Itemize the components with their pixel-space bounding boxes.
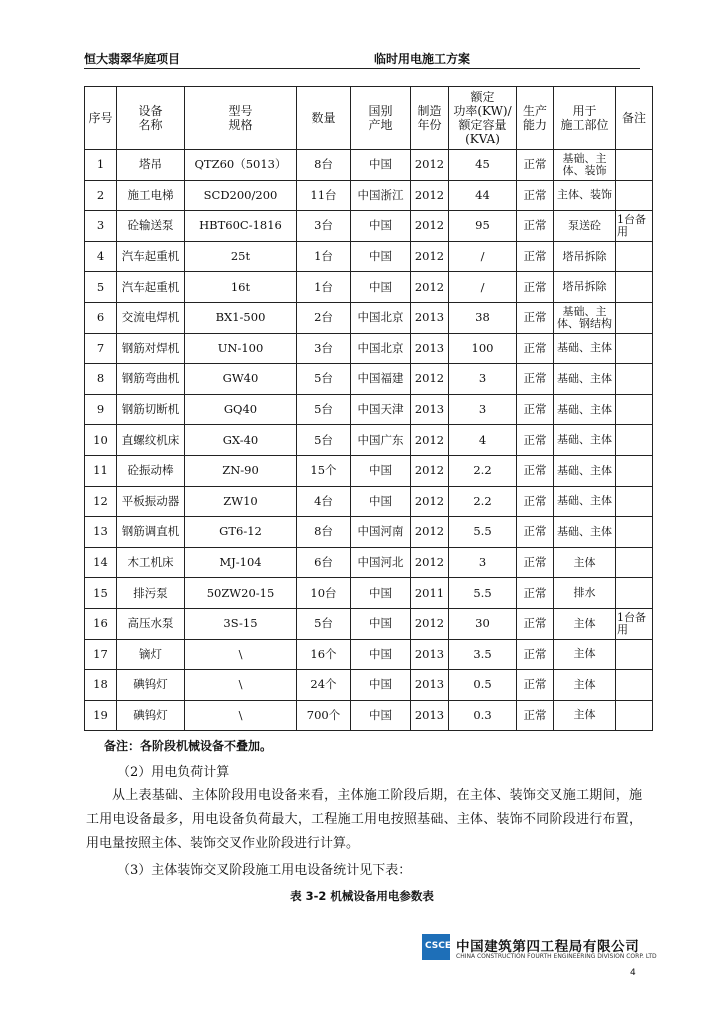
cell-remark [616, 517, 653, 548]
cell-model: 25t [185, 241, 297, 272]
table-row [85, 394, 653, 425]
cell-no: 2 [85, 180, 117, 211]
cell-name: 钢筋调直机 [117, 517, 185, 548]
cell-year: 2011 [411, 578, 449, 609]
cell-year: 2012 [411, 364, 449, 395]
cell-qty: 5台 [297, 608, 351, 639]
cell-year: 2012 [411, 608, 449, 639]
cell-power: / [449, 272, 517, 303]
cell-use: 基础、主体 [554, 333, 616, 364]
cell-origin: 中国 [351, 670, 411, 701]
cell-qty: 15个 [297, 455, 351, 486]
table-row [85, 547, 653, 578]
cell-cap: 正常 [517, 211, 554, 242]
table-row [85, 211, 653, 242]
cell-remark: 1台备用 [616, 211, 653, 242]
cell-cap: 正常 [517, 364, 554, 395]
cell-year: 2012 [411, 211, 449, 242]
cell-remark [616, 302, 653, 333]
cell-qty: 1台 [297, 272, 351, 303]
cell-origin: 中国 [351, 486, 411, 517]
header-capacity: 生产 能力 [517, 87, 554, 150]
cell-name: 施工电梯 [117, 180, 185, 211]
cell-use: 基础、主体 [554, 517, 616, 548]
cell-model: 16t [185, 272, 297, 303]
header-name: 设备 名称 [117, 87, 185, 150]
cell-name: 砼振动棒 [117, 455, 185, 486]
cell-use: 基础、主体 [554, 364, 616, 395]
cell-power: 5.5 [449, 517, 517, 548]
cell-qty: 2台 [297, 302, 351, 333]
cell-model: GW40 [185, 364, 297, 395]
cell-power: 100 [449, 333, 517, 364]
cell-cap: 正常 [517, 333, 554, 364]
cell-power: 2.2 [449, 455, 517, 486]
cell-year: 2012 [411, 547, 449, 578]
cell-origin: 中国河南 [351, 517, 411, 548]
header-no: 序号 [85, 87, 117, 150]
cell-name: 塔吊 [117, 150, 185, 181]
table-note: 备注：各阶段机械设备不叠加。 [104, 739, 273, 753]
cell-power: 3.5 [449, 639, 517, 670]
cell-no: 8 [85, 364, 117, 395]
cell-power: 38 [449, 302, 517, 333]
cell-origin: 中国福建 [351, 364, 411, 395]
cell-use: 基础、主体 [554, 425, 616, 456]
cell-remark [616, 150, 653, 181]
cell-use: 主体 [554, 670, 616, 701]
cell-qty: 24个 [297, 670, 351, 701]
table-row [85, 302, 653, 333]
cell-remark [616, 455, 653, 486]
cell-cap: 正常 [517, 302, 554, 333]
cell-qty: 5台 [297, 425, 351, 456]
cell-name: 碘钨灯 [117, 670, 185, 701]
cell-no: 11 [85, 455, 117, 486]
cell-origin: 中国 [351, 272, 411, 303]
cell-remark [616, 364, 653, 395]
cell-origin: 中国 [351, 639, 411, 670]
cell-origin: 中国 [351, 241, 411, 272]
cell-qty: 3台 [297, 211, 351, 242]
cell-qty: 16个 [297, 639, 351, 670]
cell-year: 2012 [411, 241, 449, 272]
cell-no: 14 [85, 547, 117, 578]
table-row [85, 150, 653, 181]
body-paragraph: 从上表基础、主体阶段用电设备来看，主体施工阶段后期，在主体、装饰交叉施工期间，施工用电设备最多，用电设备负荷最大，工程施工用电按照基础、主体、装饰不同阶段进行布置，用电量按照主体、装饰交叉作业阶段进行计算。 [86, 788, 642, 851]
header-remark: 备注 [616, 87, 653, 150]
cell-origin: 中国 [351, 700, 411, 731]
cell-name: 钢筋弯曲机 [117, 364, 185, 395]
table-row [85, 241, 653, 272]
cell-no: 6 [85, 302, 117, 333]
cell-no: 12 [85, 486, 117, 517]
cell-year: 2012 [411, 517, 449, 548]
cell-qty: 8台 [297, 517, 351, 548]
cell-no: 4 [85, 241, 117, 272]
cell-power: 30 [449, 608, 517, 639]
cell-origin: 中国 [351, 578, 411, 609]
cell-no: 16 [85, 608, 117, 639]
cell-power: 0.5 [449, 670, 517, 701]
cell-cap: 正常 [517, 486, 554, 517]
cell-cap: 正常 [517, 670, 554, 701]
cell-no: 9 [85, 394, 117, 425]
cell-cap: 正常 [517, 180, 554, 211]
header-qty: 数量 [297, 87, 351, 150]
cell-use: 基础、主体 [554, 394, 616, 425]
cell-model: \ [185, 639, 297, 670]
cell-use: 基础、主体 [554, 486, 616, 517]
cell-model: ZW10 [185, 486, 297, 517]
cell-year: 2012 [411, 486, 449, 517]
cell-power: 4 [449, 425, 517, 456]
cell-name: 直螺纹机床 [117, 425, 185, 456]
company-name-english: CHINA CONSTRUCTION FOURTH ENGINEERING DIVISION CORP. LTD [456, 953, 657, 960]
table-row [85, 700, 653, 731]
cell-power: 45 [449, 150, 517, 181]
header-model: 型号 规格 [185, 87, 297, 150]
cell-year: 2012 [411, 455, 449, 486]
cell-name: 排污泵 [117, 578, 185, 609]
table-caption: 表 3-2 机械设备用电参数表 [290, 889, 434, 903]
cell-power: 3 [449, 394, 517, 425]
cell-qty: 5台 [297, 394, 351, 425]
cell-origin: 中国 [351, 455, 411, 486]
cell-no: 7 [85, 333, 117, 364]
cell-origin: 中国河北 [351, 547, 411, 578]
cell-name: 交流电焊机 [117, 302, 185, 333]
cell-model: \ [185, 700, 297, 731]
cell-origin: 中国浙江 [351, 180, 411, 211]
cell-name: 碘钨灯 [117, 700, 185, 731]
cell-year: 2013 [411, 394, 449, 425]
cell-use: 塔吊拆除 [554, 241, 616, 272]
cell-year: 2012 [411, 150, 449, 181]
cell-origin: 中国 [351, 608, 411, 639]
cell-qty: 700个 [297, 700, 351, 731]
table-row [85, 333, 653, 364]
cell-use: 基础、主体、装饰 [554, 150, 616, 181]
cell-year: 2013 [411, 670, 449, 701]
cell-remark: 1台备用 [616, 608, 653, 639]
cell-cap: 正常 [517, 272, 554, 303]
cell-origin: 中国 [351, 211, 411, 242]
cell-name: 平板振动器 [117, 486, 185, 517]
cell-cap: 正常 [517, 547, 554, 578]
cell-use: 主体 [554, 700, 616, 731]
cell-year: 2013 [411, 302, 449, 333]
cell-no: 15 [85, 578, 117, 609]
cell-model: 50ZW20-15 [185, 578, 297, 609]
cell-name: 钢筋切断机 [117, 394, 185, 425]
cell-cap: 正常 [517, 241, 554, 272]
page-number: 4 [630, 968, 636, 978]
cell-model: 3S-15 [185, 608, 297, 639]
cell-model: \ [185, 670, 297, 701]
table-header-row [85, 87, 653, 150]
cell-power: 44 [449, 180, 517, 211]
cell-use: 主体 [554, 608, 616, 639]
cell-origin: 中国广东 [351, 425, 411, 456]
cell-cap: 正常 [517, 578, 554, 609]
company-logo: CSCEC [422, 934, 450, 960]
cell-origin: 中国天津 [351, 394, 411, 425]
cell-remark [616, 241, 653, 272]
cell-qty: 6台 [297, 547, 351, 578]
cell-model: SCD200/200 [185, 180, 297, 211]
cell-qty: 5台 [297, 364, 351, 395]
cell-use: 主体 [554, 639, 616, 670]
cell-cap: 正常 [517, 639, 554, 670]
cell-cap: 正常 [517, 394, 554, 425]
cell-remark [616, 394, 653, 425]
cell-name: 钢筋对焊机 [117, 333, 185, 364]
cell-cap: 正常 [517, 700, 554, 731]
cell-year: 2012 [411, 425, 449, 456]
cell-remark [616, 670, 653, 701]
cell-no: 13 [85, 517, 117, 548]
table-row [85, 455, 653, 486]
cell-model: BX1-500 [185, 302, 297, 333]
cell-model: UN-100 [185, 333, 297, 364]
cell-power: / [449, 241, 517, 272]
header-divider [84, 68, 640, 69]
cell-no: 17 [85, 639, 117, 670]
cell-year: 2013 [411, 700, 449, 731]
cell-model: MJ-104 [185, 547, 297, 578]
cell-year: 2013 [411, 333, 449, 364]
cell-power: 3 [449, 364, 517, 395]
cell-power: 95 [449, 211, 517, 242]
cell-cap: 正常 [517, 608, 554, 639]
cell-qty: 10台 [297, 578, 351, 609]
cell-power: 0.3 [449, 700, 517, 731]
cell-name: 汽车起重机 [117, 241, 185, 272]
cell-name: 木工机床 [117, 547, 185, 578]
cell-power: 5.5 [449, 578, 517, 609]
cell-use: 泵送砼 [554, 211, 616, 242]
cell-model: ZN-90 [185, 455, 297, 486]
cell-use: 主体、装饰 [554, 180, 616, 211]
cell-use: 主体 [554, 547, 616, 578]
table-row [85, 517, 653, 548]
cell-remark [616, 333, 653, 364]
cell-name: 镝灯 [117, 639, 185, 670]
cell-remark [616, 486, 653, 517]
cell-remark [616, 700, 653, 731]
equipment-table [84, 86, 653, 731]
cell-no: 1 [85, 150, 117, 181]
table-row [85, 364, 653, 395]
table-row [85, 639, 653, 670]
cell-power: 2.2 [449, 486, 517, 517]
project-name: 恒大翡翠华庭项目 [84, 52, 181, 66]
cell-cap: 正常 [517, 150, 554, 181]
cell-qty: 11台 [297, 180, 351, 211]
cell-year: 2012 [411, 272, 449, 303]
header-origin: 国别 产地 [351, 87, 411, 150]
table-row [85, 486, 653, 517]
cell-qty: 1台 [297, 241, 351, 272]
cell-origin: 中国北京 [351, 333, 411, 364]
cell-remark [616, 639, 653, 670]
cell-qty: 4台 [297, 486, 351, 517]
cell-model: HBT60C-1816 [185, 211, 297, 242]
cell-name: 汽车起重机 [117, 272, 185, 303]
cell-no: 19 [85, 700, 117, 731]
header-power: 额定 功率(KW)/ 额定容量 (KVA) [449, 87, 517, 150]
document-title: 临时用电施工方案 [374, 52, 471, 66]
cell-cap: 正常 [517, 425, 554, 456]
table-row [85, 578, 653, 609]
cell-model: QTZ60（5013） [185, 150, 297, 181]
cell-use: 塔吊拆除 [554, 272, 616, 303]
cell-no: 10 [85, 425, 117, 456]
cell-name: 砼输送泵 [117, 211, 185, 242]
table-row [85, 670, 653, 701]
cell-no: 5 [85, 272, 117, 303]
header-year: 制造 年份 [411, 87, 449, 150]
section-heading-2: （2）用电负荷计算 [117, 765, 230, 780]
cell-name: 高压水泵 [117, 608, 185, 639]
cell-model: GT6-12 [185, 517, 297, 548]
cell-year: 2013 [411, 639, 449, 670]
cell-cap: 正常 [517, 455, 554, 486]
cell-origin: 中国北京 [351, 302, 411, 333]
cell-no: 18 [85, 670, 117, 701]
table-row [85, 272, 653, 303]
cell-no: 3 [85, 211, 117, 242]
cell-model: GQ40 [185, 394, 297, 425]
header-use: 用于 施工部位 [554, 87, 616, 150]
cell-power: 3 [449, 547, 517, 578]
cell-remark [616, 425, 653, 456]
cell-origin: 中国 [351, 150, 411, 181]
cell-qty: 3台 [297, 333, 351, 364]
cell-year: 2012 [411, 180, 449, 211]
cell-remark [616, 547, 653, 578]
cell-model: GX-40 [185, 425, 297, 456]
cell-cap: 正常 [517, 517, 554, 548]
cell-remark [616, 180, 653, 211]
cell-use: 基础、主体、钢结构 [554, 302, 616, 333]
cell-remark [616, 578, 653, 609]
table-row [85, 425, 653, 456]
cell-use: 基础、主体 [554, 455, 616, 486]
section-heading-3: （3）主体装饰交叉阶段施工用电设备统计见下表： [117, 863, 412, 878]
page-header [84, 50, 640, 68]
cell-remark [616, 272, 653, 303]
table-row [85, 180, 653, 211]
cell-use: 排水 [554, 578, 616, 609]
cell-qty: 8台 [297, 150, 351, 181]
table-row [85, 608, 653, 639]
company-name: 中国建筑第四工程局有限公司 [456, 939, 640, 955]
